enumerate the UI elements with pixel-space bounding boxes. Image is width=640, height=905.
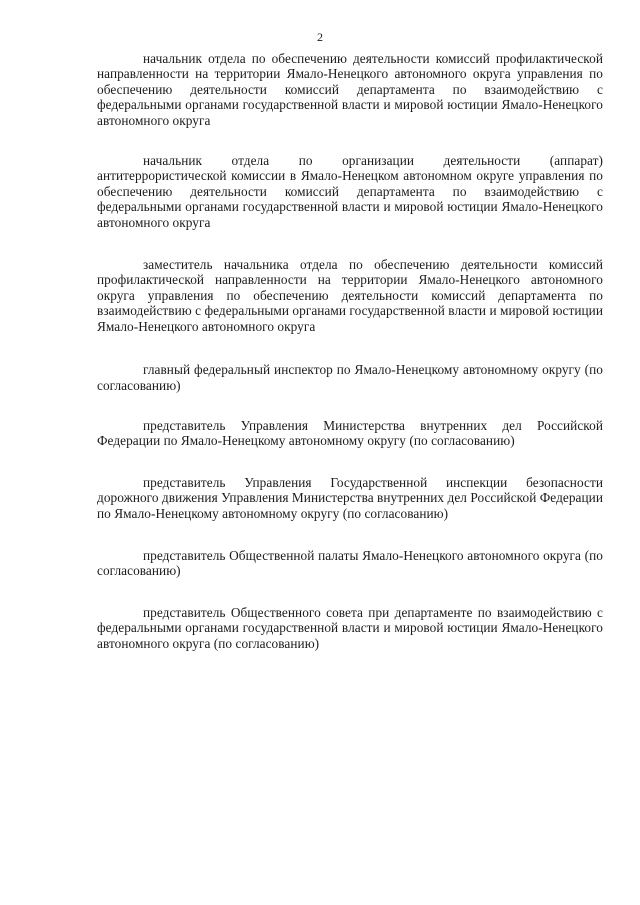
member-entry-6: представитель Управления Государственной инспекции безопасности дорожного движения Управления Министерства внутренних дел Российской Федерации по Ямало-Ненецкому автономному округу (по согласованию) <box>97 474 603 521</box>
member-list <box>97 51 603 675</box>
page-number: 2 <box>317 30 323 44</box>
member-entry-1: начальник отдела по обеспечению деятельности комиссий профилактической направленности на территории Ямало-Ненецкого автономного округа управления по обеспечению деятельности комиссий департамента по взаимодействию с федеральными органами государственной власти и мировой юстиции Ямало-Ненецкого автономного округа <box>97 51 603 128</box>
member-entry-2: начальник отдела по организации деятельности (аппарат) антитеррористической комиссии в Ямало-Ненецком автономном округе управления по обеспечению деятельности комиссий департамента по взаимодействию с федеральными органами государственной власти и мировой юстиции Ямало-Ненецкого автономного округа <box>97 153 603 230</box>
member-entry-5: представитель Управления Министерства внутренних дел Российской Федерации по Ямало-Ненецкому автономному округу (по согласованию) <box>97 417 603 449</box>
member-entry-3: заместитель начальника отдела по обеспечению деятельности комиссий профилактической направленности на территории Ямало-Ненецкого автономного округа управления по обеспечению деятельности комиссий департамента по взаимодействию с федеральными органами государственной власти и мировой юстиции Ямало-Ненецкого автономного округа <box>97 257 603 334</box>
member-entry-8: представитель Общественного совета при департаменте по взаимодействию с федеральными органами государственной власти и мировой юстиции Ямало-Ненецкого автономного округа (по согласованию) <box>97 604 603 651</box>
member-entry-4: главный федеральный инспектор по Ямало-Ненецкому автономному округу (по согласованию) <box>97 362 603 393</box>
member-entry-7: представитель Общественной палаты Ямало-Ненецкого автономного округа (по согласованию) <box>97 547 603 579</box>
